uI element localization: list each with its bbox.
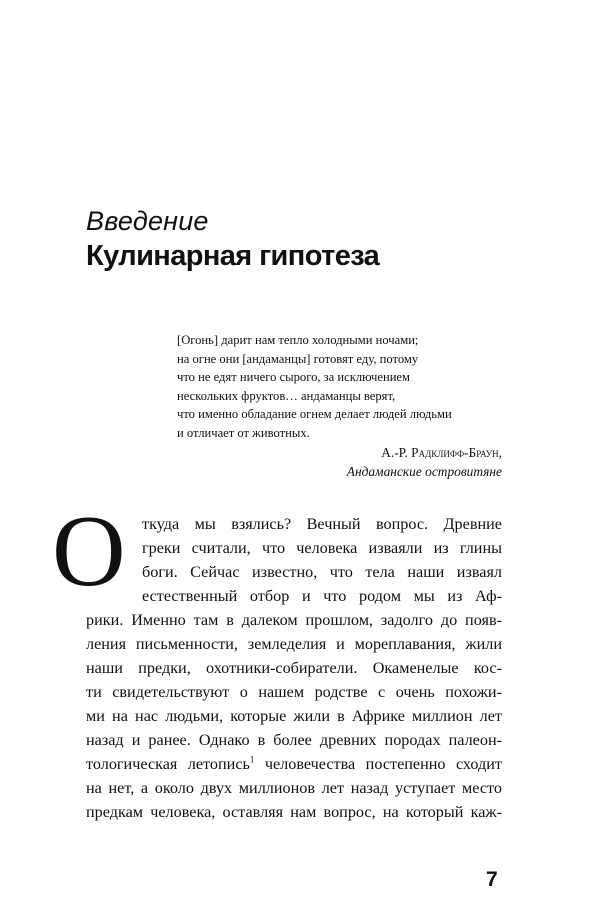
body-line: на нет, а около двух миллионов лет назад уступает место [86,779,502,797]
body-line: ми на нас людьми, которые жили в Африке миллион лет [86,707,502,725]
epigraph-line: на огне они [андаманцы] готовят еду, потому [177,351,419,366]
body-line: предкам человека, оставляя нам вопрос, на который каж- [86,803,502,821]
epigraph-line: что не едят ничего сырого, за исключением [177,370,410,385]
drop-cap: О [52,495,126,608]
body-line: назад и ранее. Однако в более древних породах палеон- [86,731,502,749]
epigraph-line: что именно обладание огнем делает людей людьми [177,407,452,422]
body-line-start: тологическая летопись [86,755,250,773]
body-line: боги. Сейчас известно, что тела наши изваял [142,563,502,581]
body-line: естественный отбор и что родом мы из Аф- [142,587,502,605]
body-line: ления письменности, земледелия и мореплавания, жили [86,635,502,653]
footnote-marker[interactable]: 1 [249,754,255,765]
body-line: рики. Именно там в далеком прошлом, задолго до появ- [86,611,502,629]
body-line: ти свидетельствуют о нашем родстве с очень похожи- [86,683,502,701]
body-text [86,512,502,824]
chapter-title: Кулинарная гипотеза [86,240,380,272]
epigraph-source: Андаманские островитяне [346,464,502,479]
body-line: греки считали, что человека изваяли из глины [142,539,502,557]
page-number: 7 [486,868,498,891]
epigraph-line: нескольких фруктов… андаманцы верят, [177,388,396,403]
body-line: ткуда мы взялись? Вечный вопрос. Древние [142,515,502,533]
epigraph-line: [Огонь] дарит нам тепло холодными ночами; [177,333,419,347]
epigraph-line: и отличает от животных. [177,425,310,440]
body-line [86,752,502,776]
epigraph-attribution [347,443,502,481]
body-line: наши предки, охотники-собиратели. Окаменелые кос- [86,659,502,677]
epigraph [177,331,502,443]
chapter-label: Введение [86,206,209,236]
epigraph-author: А.-Р. Радклифф-Браун, [381,445,502,460]
body-line-end: человечества постепенно сходит [254,755,502,773]
